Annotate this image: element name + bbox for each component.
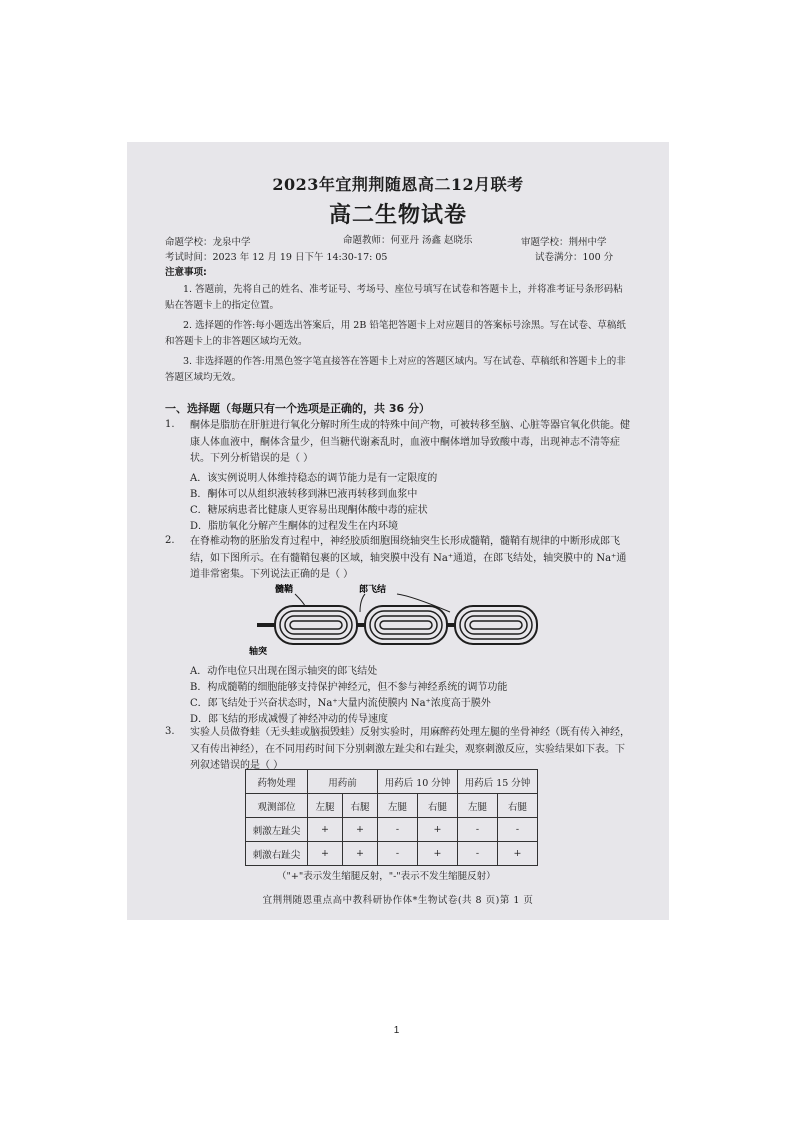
exam-subtitle: 高二生物试卷: [328, 202, 467, 228]
table-row: [246, 818, 538, 842]
table-cell: -: [378, 842, 418, 866]
table-cell: +: [308, 818, 343, 842]
q2-option-c: C．郎飞结处于兴奋状态时，Na⁺大量内流使膜内 Na⁺浓度高于膜外: [190, 698, 491, 709]
q1-option-c: C．糖尿病患者比健康人更容易出现酮体酸中毒的症状: [190, 505, 428, 516]
table-header-cell: 左腿: [378, 794, 418, 818]
myelin-segment-3: [455, 606, 537, 644]
sheath-pointer: [295, 594, 305, 606]
table-cell: +: [418, 818, 458, 842]
table-cell: +: [418, 842, 458, 866]
label-axon: 轴突: [249, 647, 268, 657]
q2-number: 2.: [165, 535, 175, 546]
label-node-of-ranvier: 郎飞结: [359, 585, 387, 595]
total-score-label: 试卷满分：100 分: [535, 252, 614, 263]
q1-number: 1.: [165, 419, 175, 430]
myelin-segment-1: [275, 606, 357, 644]
table-cell: -: [498, 818, 538, 842]
table-header-cell: 右腿: [418, 794, 458, 818]
note-item-2: 2. 选择题的作答:每小题选出答案后，用 2B 铅笔把答题卡上对应题目的答案标号涂黑。写在试卷、草稿纸和答题卡上的非答题区域均无效。: [165, 320, 626, 347]
table-cell: -: [378, 818, 418, 842]
myelin-sheath-figure: [247, 582, 547, 662]
table-header-cell: 右腿: [498, 794, 538, 818]
note-item-1: 1. 答题前，先将自己的姓名、准考证号、考场号、座位号填写在试卷和答题卡上，并将准考证号条形码粘贴在答题卡上的指定位置。: [165, 284, 623, 311]
q3-results-table: [245, 769, 538, 866]
note-item-3: 3. 非选择题的作答:用黑色签字笔直接答在答题卡上对应的答题区域内。写在试卷、草稿纸和答题卡上的非答题区域均无效。: [165, 356, 626, 383]
q2-text: 在脊椎动物的胚胎发育过程中，神经胶质细胞围绕轴突生长形成髓鞘，髓鞘有规律的中断形成郎飞结，如下图所示。在有髓鞘包裹的区域，轴突膜中没有 Na⁺通道，在郎飞结处，轴突膜中的 Na⁺通道非常密集。下列说法正确的是（ ）: [190, 536, 627, 580]
table-header-cell: 用药前: [308, 770, 378, 794]
exam-time-label: 考试时间：2023 年 12 月 19 日下午 14:30-17: 05: [165, 252, 388, 263]
table-row: [246, 842, 538, 866]
label-myelin-sheath: 髓鞘: [275, 585, 294, 595]
review-school-label: 审题学校：荆州中学: [521, 237, 607, 248]
table-subheader-row: [246, 794, 538, 818]
table-cell: +: [498, 842, 538, 866]
exam-title: 2023年宜荆荆随恩高二12月联考: [272, 175, 524, 194]
q1-option-a: A．该实例说明人体维持稳态的调节能力是有一定限度的: [190, 473, 438, 484]
q1-text: 酮体是脂肪在肝脏进行氧化分解时所生成的特殊中间产物，可被转移至脑、心脏等器官氧化供能。健康人体血液中，酮体含量少，但当糖代谢紊乱时，血液中酮体增加导致酸中毒，出现神志不清等症状。下列分析错误的是（ ）: [190, 420, 630, 464]
table-header-cell: 右腿: [343, 794, 378, 818]
q3-table-note: （"+"表示发生缩腿反射，"-"表示不发生缩腿反射）: [277, 871, 496, 882]
node-pointer-left: [360, 594, 365, 612]
q1-option-b: B．酮体可以从组织液转移到淋巴液再转移到血浆中: [190, 489, 418, 500]
table-cell: -: [458, 842, 498, 866]
table-cell: +: [343, 818, 378, 842]
table-header-cell: 用药后 10 分钟: [378, 770, 458, 794]
table-header-cell: 用药后 15 分钟: [458, 770, 538, 794]
q2-option-a: A．动作电位只出现在图示轴突的郎飞结处: [190, 666, 378, 677]
table-cell: -: [458, 818, 498, 842]
table-header-cell: 观测部位: [246, 794, 308, 818]
q2-option-b: B．构成髓鞘的细胞能够支持保护神经元，但不参与神经系统的调节功能: [190, 682, 508, 693]
table-cell: 刺激左趾尖: [246, 818, 308, 842]
exam-paper-photo: [127, 142, 669, 920]
section-heading: 一、选择题（每题只有一个选项是正确的，共 36 分）: [165, 402, 430, 415]
paper-footer: 宜荆荆随恩重点高中教科研协作体*生物试卷(共 8 页)第 1 页: [262, 895, 534, 906]
page-number: 1: [393, 1025, 400, 1036]
school-label: 命题学校：龙泉中学: [165, 237, 251, 248]
q3-number: 3.: [165, 726, 175, 737]
teachers-label: 命题教师：何亚丹 汤鑫 赵晓乐: [343, 235, 473, 246]
table-cell: +: [308, 842, 343, 866]
table-header-row: [246, 770, 538, 794]
table-header-cell: 左腿: [308, 794, 343, 818]
table-header-cell: 左腿: [458, 794, 498, 818]
myelin-segment-2: [365, 606, 447, 644]
q3-text: 实验人员做脊蛙（无头蛙或脑损毁蛙）反射实验时，用麻醉药处理左腿的坐骨神经（既有传入神经，又有传出神经），在不同用药时间下分别刺激左趾尖和右趾尖，观察刺激反应，实验结果如下表。下列叙述错误的是（ ）: [190, 727, 630, 771]
notes-heading: 注意事项:: [165, 267, 207, 278]
q2-option-d: D．郎飞结的形成减慢了神经冲动的传导速度: [190, 714, 389, 725]
q1-option-d: D．脂肪氧化分解产生酮体的过程发生在内环境: [190, 521, 399, 532]
table-cell: 刺激右趾尖: [246, 842, 308, 866]
table-header-cell: 药物处理: [246, 770, 308, 794]
table-cell: +: [343, 842, 378, 866]
